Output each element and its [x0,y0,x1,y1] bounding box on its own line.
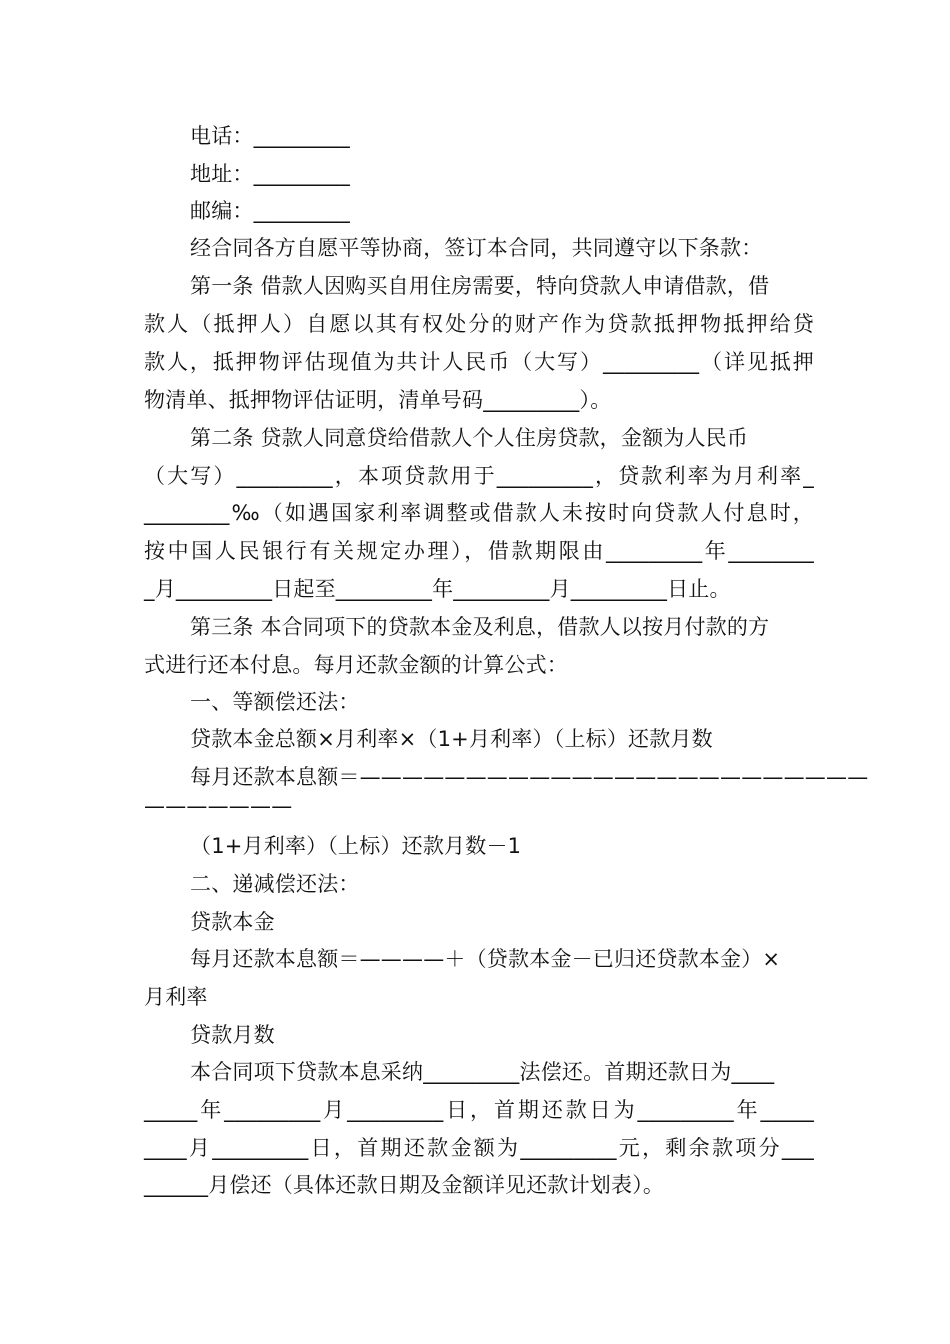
repayment-line: ____月_________日，首期还款金额为_________元，剩余款项分___ [144,1136,814,1160]
phone-field [190,122,860,150]
address-field [190,160,860,188]
method2-formula-cont: 月利率 [144,985,208,1009]
method2-denominator: 贷款月数 [190,1023,275,1047]
method2-numerator: 贷款本金 [190,910,275,934]
article2-line: 按中国人民银行有关规定办理），借款期限由_________年________ [144,539,814,563]
article1-line: 物清单、抵押物评估证明，清单号码_________）。 [144,388,612,412]
method1-denominator: （1+月利率）（上标）还款月数－1 [190,834,522,858]
article1-line: 第一条 借款人因购买自用住房需要，特向贷款人申请借款，借 [190,274,770,298]
method2-formula: 每月还款本息额＝————＋（贷款本金－已归还贷款本金）× [190,947,781,971]
method1-numerator: 贷款本金总额×月利率×（1+月利率）（上标）还款月数 [190,727,713,751]
article3-line: 第三条 本合同项下的贷款本金及利息，借款人以按月付款的方 [190,615,770,639]
intro-text: 经合同各方自愿平等协商，签订本合同，共同遵守以下条款： [190,236,763,260]
method1-title: 一、等额偿还法： [190,690,360,714]
postcode-field [190,197,860,225]
article2-line: （大写）_________，本项贷款用于_________，贷款利率为月利率_ [144,464,814,488]
address-label: 地址： [190,162,254,186]
repayment-line: ______月偿还（具体还款日期及金额详见还款计划表）。 [144,1173,665,1197]
article1-line: 款人，抵押物评估现值为共计人民币（大写）_________（详见抵押 [144,350,814,374]
article2-line: ________‰（如遇国家利率调整或借款人未按时向贷款人付息时， [144,501,814,525]
article3-line: 式进行还本付息。每月还款金额的计算公式： [144,653,568,677]
postcode-label: 邮编： [190,199,254,223]
repayment-line: _____年_________月_________日，首期还款日为_________年_____ [144,1098,814,1122]
method1-formula: 每月还款本息额＝———————————————————————— [190,765,869,789]
article2-line: 第二条 贷款人同意贷给借款人个人住房贷款，金额为人民币 [190,426,749,450]
method1-formula-cont: ——————— [144,794,293,818]
method2-title: 二、递减偿还法： [190,872,360,896]
postcode-blank: _________ [253,199,350,223]
article2-line: _月_________日起至_________年_________月_________日止。 [144,577,731,601]
address-blank: _________ [253,162,350,186]
repayment-line: 本合同项下贷款本息采纳_________法偿还。首期还款日为____ [190,1060,775,1084]
article1-line: 款人（抵押人）自愿以其有权处分的财产作为贷款抵押物抵押给贷 [144,312,814,336]
phone-blank: _________ [253,124,350,148]
phone-label: 电话： [190,124,254,148]
